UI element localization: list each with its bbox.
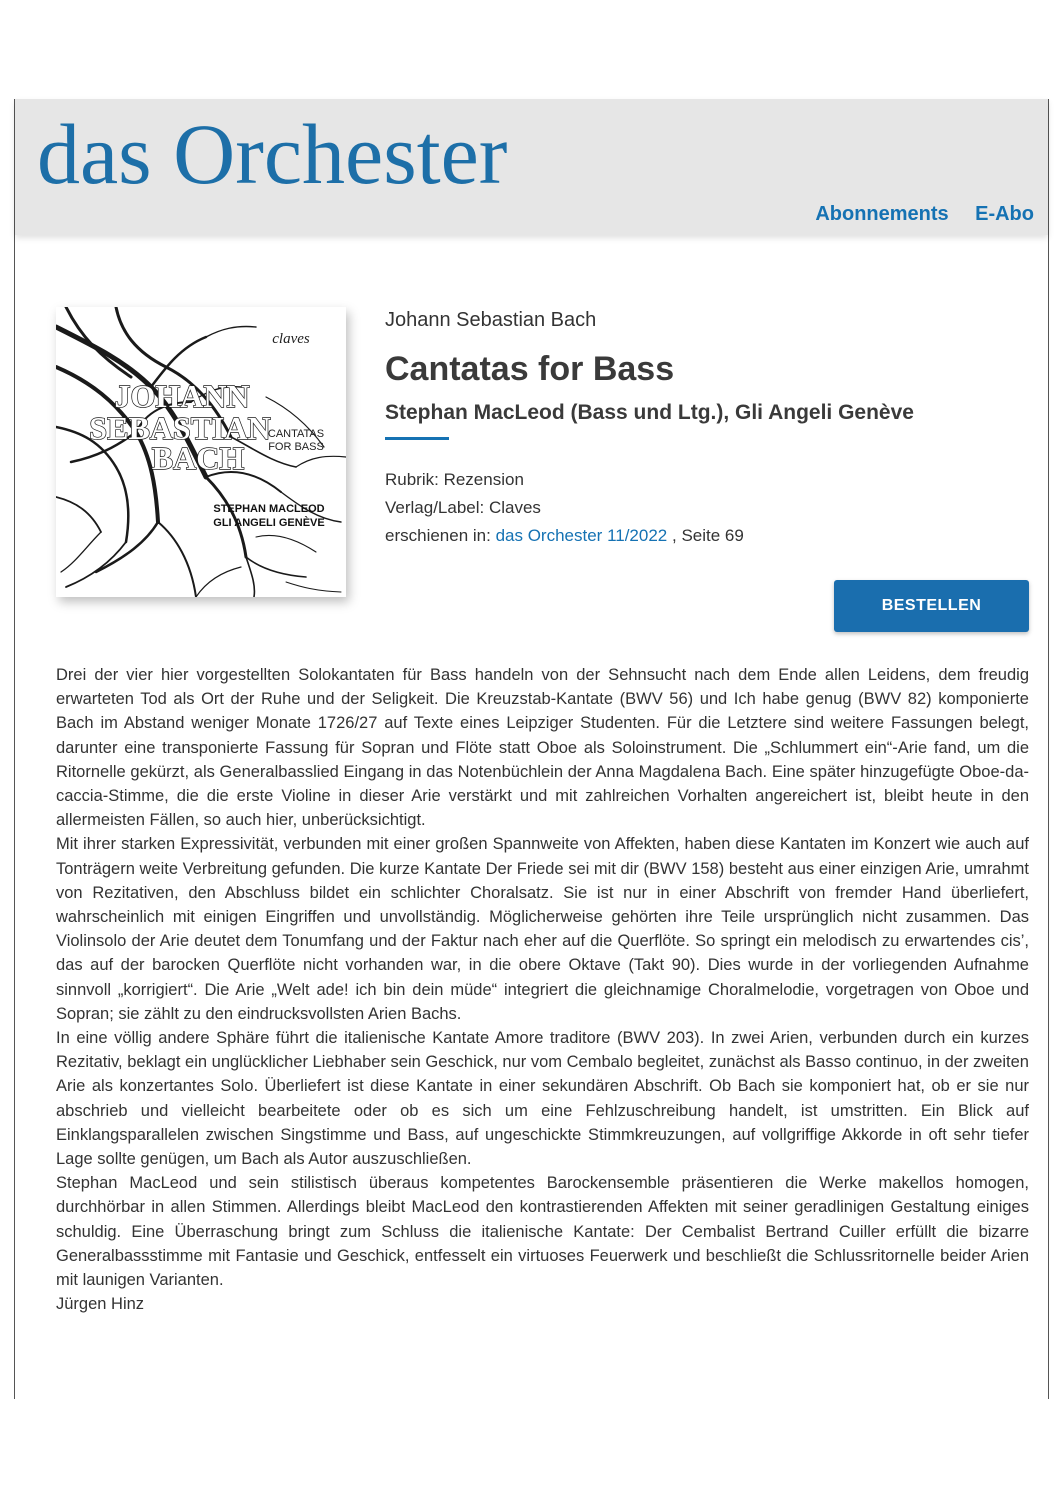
review-article: [56, 663, 1029, 1316]
album-meta: [385, 307, 1025, 550]
rubrik-text: Rubrik: Rezension: [385, 470, 524, 489]
article-paragraph: Mit ihrer starken Expressivität, verbunden mit einer großen Spannweite von Affekten, haben diese Kantaten im Konzert wie auch auf Tonträgern weite Verbreitung gefunden. Die kurze Kantate Der Friede sei mit dir (BWV 158) besteht aus einer einzigen Arie, umrahmt von Rezitativen, den Abschluss bildet ein schlichter Choralsatz. Sie ist nur in einer Abschrift von fremder Hand überliefert, wahrscheinlich mit einigen Eingriffen und unvollständig. Möglicherweise gehörten ihre Teile ursprünglich nicht zusammen. Das Violinsolo der Arie deutet dem Tonumfang und der Faktur nach eher auf die Querflöte. So springt ein melodisch zu erwartendes cis’, das auf der barocken Querflöte nicht vorhanden war, in die obere Oktave (Takt 90). Dies wurde in der vorliegenden Aufnahme sinnvoll „korrigiert“. Die Arie „Welt ade! ich bin dein müde“ integriert die gleichnamige Choralmelodie, vorgetragen von Oboe und Sopran; sie zählt zu den eindrucksvollsten Arien Bachs.: [56, 835, 1029, 1023]
issue-link[interactable]: das Orchester 11/2022: [495, 526, 668, 545]
site-logo[interactable]: das Orchester: [37, 106, 508, 202]
nav-abonnements-link[interactable]: Abonnements: [815, 203, 949, 225]
album-info: [385, 466, 1025, 550]
site-header: [15, 99, 1048, 235]
top-nav: [793, 203, 1034, 226]
album-title: Cantatas for Bass: [385, 350, 675, 388]
album-cover-art: [56, 307, 346, 597]
accent-divider: [385, 437, 449, 440]
published-prefix: erschienen in:: [385, 526, 491, 545]
nav-e-abo-link[interactable]: E-Abo: [975, 203, 1034, 225]
cover-performer1: STEPHAN MACLEOD: [213, 503, 325, 515]
article-paragraph: In eine völlig andere Sphäre führt die italienische Kantate Amore traditore (BWV 203). In zwei Arien, verbunden durch ein kurzes Rezitativ, beklagt ein unglücklicher Liebhaber sein Geschick, nur vom Cembalo begleitet, zunächst als Basso continuo, in der zweiten Arie als konzertantes Solo. Überliefert ist diese Kantate in einer sekundären Abschrift. Ob Bach sie komponiert hat, ob er sie nur abschrieb und vielleicht bearbeitete oder ob es sich um eine Fehlzuschreibung handelt, ist umstritten. Ein Blick auf Einklangsparallelen zwischen Singstimme und Bass, auf ungeschickte Stimmkreuzungen, auf vollgriffige Akkorde in oft sehr tiefer Lage sollte genügen, um Bach als Autor auszuschließen.: [56, 1029, 1029, 1169]
cover-subtitle2: FOR BASS: [268, 441, 324, 453]
order-button[interactable]: BESTELLEN: [834, 580, 1029, 632]
composer-name: Johann Sebastian Bach: [385, 309, 597, 331]
cover-line1: JOHANN: [114, 378, 250, 414]
cover-performer2: GLI ANGELI GENÈVE: [213, 517, 325, 529]
article-author: Jürgen Hinz: [56, 1295, 145, 1314]
published-suffix: , Seite 69: [672, 526, 744, 545]
cover-line2: SEBASTIAN: [89, 410, 271, 446]
cover-line3: BACH: [151, 440, 245, 476]
cover-subtitle1: CANTATAS: [267, 428, 325, 440]
published-line: [385, 522, 1025, 550]
album-cover: [56, 307, 346, 597]
article-paragraph: Stephan MacLeod und sein stilistisch überaus kompetentes Barockensemble präsentieren die Werke makellos homogen, durchhörbar in allen Stimmen. Allerdings bleibt MacLeod den kontrastierenden Affekten mit seiner geradlinigen Gestaltung einiges schuldig. Eine Überraschung bringt zum Schluss die italienische Kantate: Der Cembalist Bertrand Cuiller erfüllt die bizarre Generalbassstimme mit Fantasie und Geschick, entfesselt ein virtuoses Feuerwerk und beschließt die Schlussritornelle beider Arien mit launigen Varianten.: [56, 1174, 1029, 1290]
article-paragraph: Drei der vier hier vorgestellten Solokantaten für Bass handeln von der Sehnsucht nach dem Ende allen Leidens, dem freudig erwarteten Tod als Ort der Ruhe und der Seligkeit. Die Kreuzstab-Kantate (BWV 56) und Ich habe genug (BWV 82) komponierte Bach im Abstand weniger Monate 1726/27 auf Texte eines Leipziger Studenten. Für die Letztere sind weitere Fassungen belegt, darunter eine transponierte Fassung für Sopran und Flöte statt Oboe als Soloinstrument. Die „Schlummert ein“-Arie fand, um die Ritornelle gekürzt, als Generalbasslied Eingang in das Notenbüchlein der Anna Magdalena Bach. Eine später hinzugefügte Oboe-da-caccia-Stimme, die die erste Violine in dieser Arie verstärkt und mit zahlreichen Vorhalten angereichert ist, bleibt heute in den allermeisten Fällen, so auch hier, unberücksichtigt.: [56, 666, 1029, 830]
label-text: Verlag/Label: Claves: [385, 498, 541, 517]
cover-label: claves: [272, 331, 310, 347]
album-performers: Stephan MacLeod (Bass und Ltg.), Gli Angeli Genève: [385, 401, 914, 424]
